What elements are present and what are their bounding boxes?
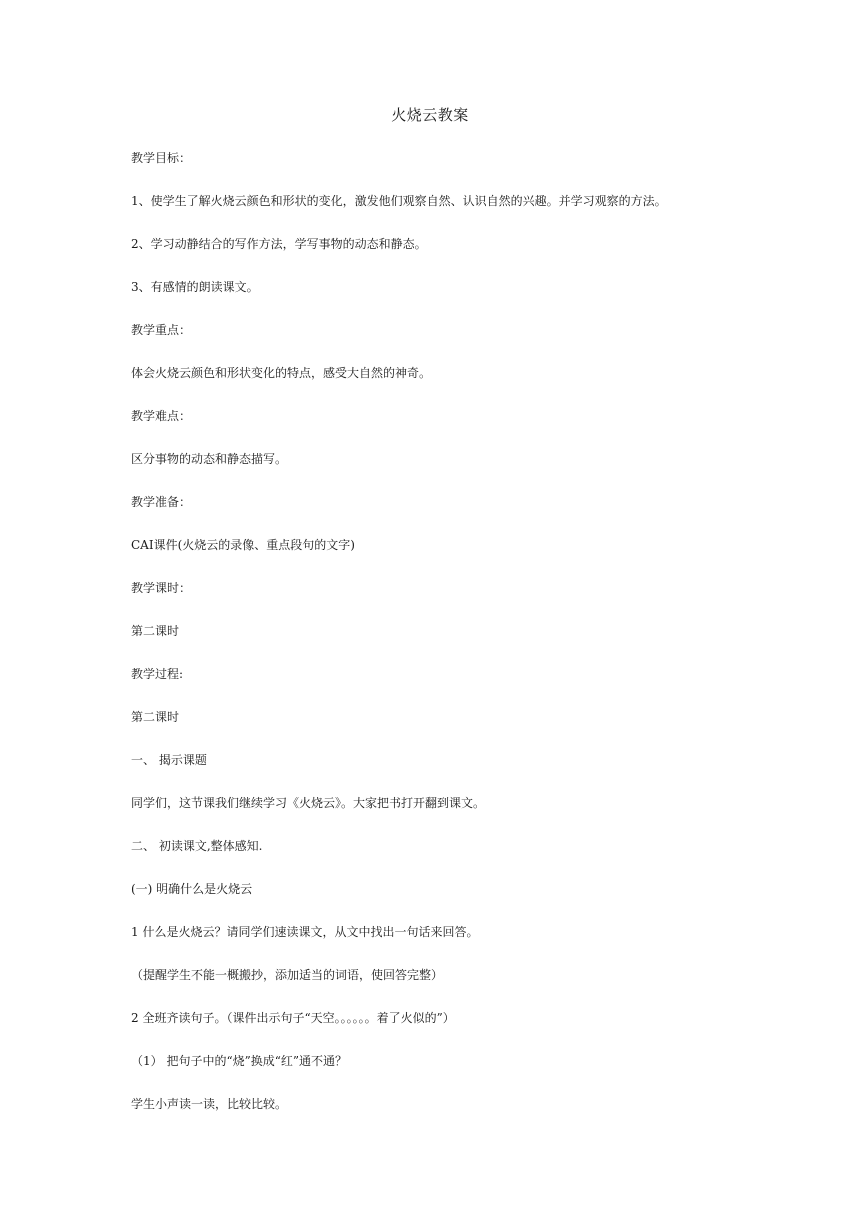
step-one-text: 同学们，这节课我们继续学习《火烧云》。大家把书打开翻到课文。 (131, 796, 486, 810)
heading-preparation: 教学准备： (131, 495, 192, 509)
preparation-text: CAI课件(火烧云的录像、重点段句的文字) (131, 538, 355, 552)
document-body (131, 150, 771, 1139)
step-one-heading: 一、 揭示课题 (131, 753, 207, 767)
question-2-sub-1: （1） 把句子中的“烧”换成“红”通不通？ (131, 1054, 347, 1068)
process-session: 第二课时 (131, 710, 180, 724)
question-2: 2 全班齐读句子。（课件出示句子“天空。。。。。。着了火似的”） (131, 1011, 455, 1025)
question-2-sub-1-note: 学生小声读一读，比较比较。 (131, 1097, 288, 1111)
goal-item-2: 2、学习动静结合的写作方法，学写事物的动态和静态。 (131, 237, 427, 251)
difficulties-text: 区分事物的动态和静态描写。 (131, 452, 288, 466)
question-1-note: （提醒学生不能一概搬抄，添加适当的词语，使回答完整） (131, 968, 444, 982)
heading-difficulties: 教学难点： (131, 409, 192, 423)
goal-item-1: 1、使学生了解火烧云颜色和形状的变化，激发他们观察自然、认识自然的兴趣。并学习观察的方法。 (131, 194, 667, 208)
goal-item-3: 3、有感情的朗读课文。 (131, 280, 259, 294)
step-two-heading: 二、 初读课文,整体感知. (131, 839, 263, 853)
heading-key-points: 教学重点： (131, 323, 192, 337)
question-1: 1 什么是火烧云？请同学们速读课文，从文中找出一句话来回答。 (131, 925, 479, 939)
document-title: 火烧云教案 (391, 106, 469, 124)
key-points-text: 体会火烧云颜色和形状变化的特点，感受大自然的神奇。 (131, 366, 432, 380)
heading-teaching-goals: 教学目标： (131, 151, 192, 165)
class-hours-text: 第二课时 (131, 624, 180, 638)
heading-teaching-process: 教学过程: (131, 667, 184, 681)
heading-class-hours: 教学课时： (131, 581, 192, 595)
sub-step-one-heading: (一) 明确什么是火烧云 (131, 882, 253, 896)
